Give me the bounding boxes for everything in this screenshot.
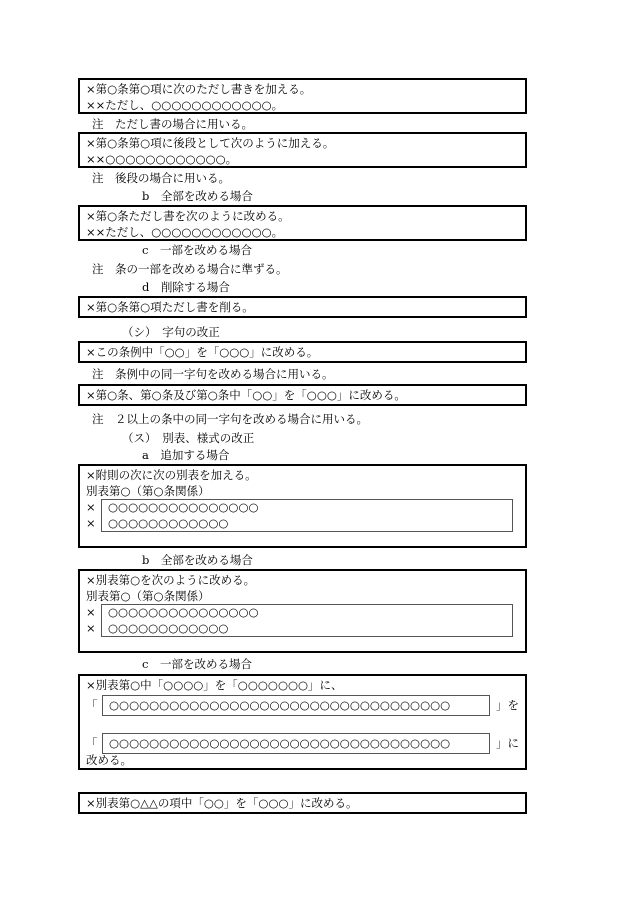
quote-open: 「 (86, 736, 98, 750)
box-line: ×第○条、第○条及び第○条中「○○」を「○○○」に改める。 (86, 388, 406, 402)
box-line: ×第○条第○項に次のただし書きを加える。 (86, 82, 312, 96)
box-line: ×別表第○を次のように改める。 (86, 573, 256, 587)
heading-partial-revision-table: c 一部を改める場合 (142, 657, 252, 671)
amendment-box-table-add (78, 464, 527, 548)
quote-close: 」を (496, 698, 519, 712)
quote-box (102, 695, 490, 716)
amendment-box-latter-add (78, 132, 527, 168)
note-proviso: 注 ただし書の場合に用いる。 (92, 117, 253, 131)
heading-table-form: （ス） 別表、様式の改正 (122, 431, 255, 445)
inner-table (101, 499, 513, 532)
heading-partial-revision: c 一部を改める場合 (142, 243, 252, 257)
table-marker: × (86, 516, 96, 530)
inner-table (101, 604, 513, 637)
heading-full-revision-table: b 全部を改める場合 (142, 553, 253, 567)
box-line: ××○○○○○○○○○○○○。 (86, 152, 238, 166)
amendment-box-proviso-add (78, 78, 527, 114)
box-line: ×附則の次に次の別表を加える。 (86, 468, 257, 482)
quote-content: ○○○○○○○○○○○○○○○○○○○○○○○○○○○○○○○○○○ (109, 698, 451, 712)
note-wording-all: 注 条例中の同一字句を改める場合に用いる。 (92, 367, 334, 381)
table-row: ○○○○○○○○○○○○○○○ (108, 605, 259, 619)
box-line: 別表第○（第○条関係） (86, 484, 210, 498)
amendment-box-table-partial (78, 674, 527, 770)
box-line: 改める。 (86, 753, 132, 767)
amendment-box-wording-multi (78, 384, 527, 406)
box-line: ××ただし、○○○○○○○○○○○○。 (86, 98, 284, 112)
note-wording-multi: 注 ２以上の条中の同一字句を改める場合に用いる。 (92, 412, 368, 426)
box-line: 別表第○（第○条関係） (86, 589, 210, 603)
quote-open: 「 (86, 698, 98, 712)
box-line: ××ただし、○○○○○○○○○○○○。 (86, 225, 284, 239)
heading-addition: a 追加する場合 (142, 448, 230, 462)
box-line: ×第○条第○項ただし書を削る。 (86, 300, 254, 314)
quote-close: 」に (496, 736, 519, 750)
note-partial: 注 条の一部を改める場合に準ずる。 (92, 262, 288, 276)
table-marker: × (86, 621, 96, 635)
box-line: ×第○条第○項に後段として次のように加える。 (86, 136, 335, 150)
amendment-box-proviso-revise (78, 205, 527, 241)
amendment-box-wording-all (78, 341, 527, 363)
amendment-box-table-revise (78, 569, 527, 653)
heading-wording: （シ） 字句の改正 (122, 325, 220, 339)
table-marker: × (86, 500, 96, 514)
table-row: ○○○○○○○○○○○○○○○ (108, 500, 259, 514)
table-marker: × (86, 605, 96, 619)
amendment-box-table-item (78, 792, 527, 814)
quote-content: ○○○○○○○○○○○○○○○○○○○○○○○○○○○○○○○○○○ (109, 736, 451, 750)
heading-full-revision: b 全部を改める場合 (142, 189, 253, 203)
table-row: ○○○○○○○○○○○○ (108, 621, 229, 635)
box-line: ×この条例中「○○」を「○○○」に改める。 (86, 345, 319, 359)
box-line: ×別表第○△△の項中「○○」を「○○○」に改める。 (86, 796, 358, 810)
quote-box (102, 733, 490, 754)
table-row: ○○○○○○○○○○○○ (108, 516, 229, 530)
amendment-box-delete (78, 296, 527, 318)
box-line: ×第○条ただし書を次のように改める。 (86, 209, 290, 223)
note-latter: 注 後段の場合に用いる。 (92, 171, 230, 185)
heading-deletion: d 削除する場合 (142, 280, 230, 294)
box-line: ×別表第○中「○○○○」を「○○○○○○○」に、 (86, 678, 343, 692)
